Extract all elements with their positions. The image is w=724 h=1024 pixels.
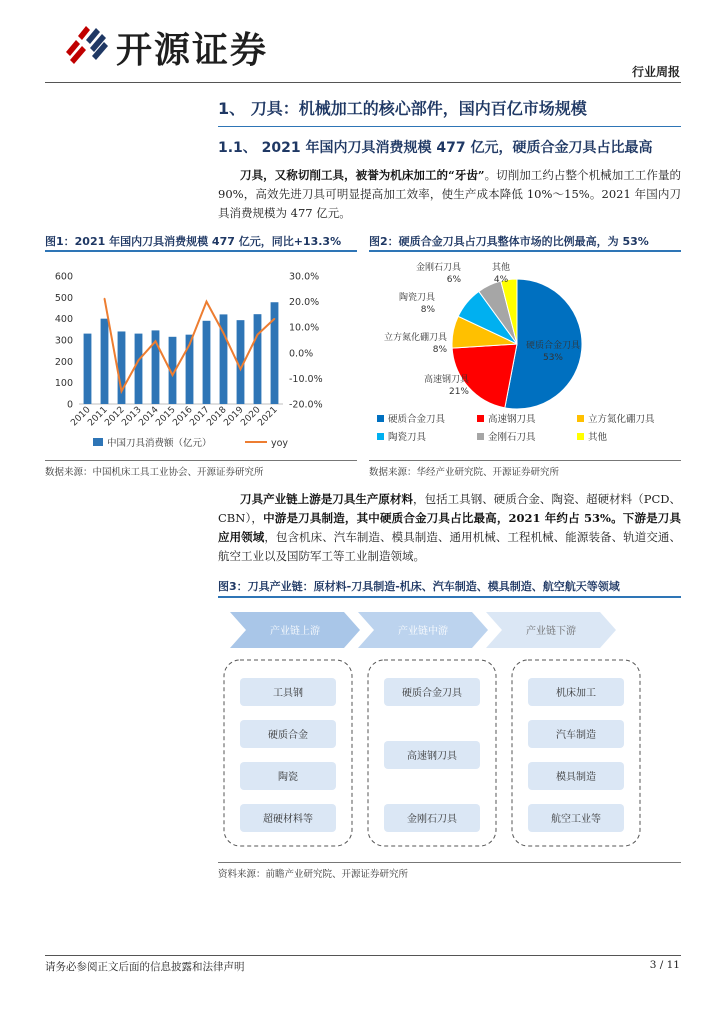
pie-legend-label: 硬质合金刀具 bbox=[388, 414, 446, 425]
pie-slice-value: 8% bbox=[432, 345, 447, 355]
pie-slice-label: 立方氮化硼刀具 bbox=[383, 333, 447, 343]
figure-3-source-rule bbox=[218, 862, 681, 863]
upstream-stage-label: 产业链上游 bbox=[270, 626, 320, 637]
brand-logo-icon bbox=[60, 22, 110, 66]
figure-2-source-rule bbox=[369, 460, 681, 461]
paragraph-1-body: 。切削加工约占整个机械加工工作量的 90%，高效先进刀具可明显提高加工效率，使生产成本降低 10%～15%。2021 年国内刀具消费规模为 477 亿元。 bbox=[218, 168, 682, 220]
left-axis-tick-label: 300 bbox=[54, 335, 73, 347]
chain-item-label: 模具制造 bbox=[556, 772, 596, 783]
consumption-bar-line-chart bbox=[45, 256, 357, 456]
pie-legend-swatch bbox=[577, 433, 584, 440]
pie-slice-label: 硬质合金刀具 bbox=[525, 341, 581, 351]
chain-item-label: 硬质合金 bbox=[268, 730, 308, 741]
x-axis-tick-label: 2010 bbox=[69, 405, 93, 429]
pie-legend-swatch bbox=[477, 433, 484, 440]
industry-chain-diagram bbox=[218, 600, 681, 858]
chain-item-label: 航空工业等 bbox=[551, 814, 601, 825]
figure-1-source-rule bbox=[45, 460, 357, 461]
legend-bar-swatch bbox=[93, 438, 103, 446]
right-axis-tick-label: 0.0% bbox=[289, 348, 314, 360]
pie-slice-label: 高速钢刀具 bbox=[423, 375, 469, 385]
pie-slice-value: 53% bbox=[542, 353, 564, 363]
consumption-bar bbox=[84, 334, 92, 404]
pie-legend-label: 立方氮化硼刀具 bbox=[588, 414, 655, 425]
footer-disclaimer: 请务必参阅正文后面的信息披露和法律声明 bbox=[45, 961, 245, 973]
pie-legend-label: 高速钢刀具 bbox=[488, 414, 536, 425]
pie-legend-swatch bbox=[377, 433, 384, 440]
yoy-point bbox=[274, 318, 276, 320]
consumption-bar bbox=[271, 302, 279, 404]
figure-2-title: 图2：硬质合金刀具占刀具整体市场的比例最高，为 53% bbox=[369, 235, 649, 248]
brand-name: 开源证券 bbox=[116, 30, 269, 71]
downstream-stage-label: 产业链下游 bbox=[526, 626, 576, 637]
yoy-point bbox=[206, 301, 208, 303]
yoy-point bbox=[121, 390, 123, 392]
section-title-underline bbox=[218, 126, 681, 127]
pie-legend-label: 陶瓷刀具 bbox=[388, 432, 427, 443]
pie-legend-swatch bbox=[377, 415, 384, 422]
x-axis-tick-label: 2015 bbox=[154, 405, 178, 429]
right-axis-tick-label: 10.0% bbox=[289, 322, 320, 334]
pie-slice-value: 21% bbox=[448, 387, 469, 397]
x-axis-tick-label: 2019 bbox=[222, 405, 246, 429]
consumption-bar bbox=[254, 314, 262, 404]
right-axis-tick-label: -20.0% bbox=[289, 399, 323, 411]
left-axis-tick-label: 0 bbox=[66, 399, 73, 411]
paragraph-2-body-a: ，包括工具钢、硬质合金、陶瓷、超硬材料（PCD、CBN）， bbox=[218, 492, 682, 525]
x-axis-tick-label: 2013 bbox=[120, 405, 144, 429]
section-title: 1、 刀具：机械加工的核心部件，国内百亿市场规模 bbox=[218, 99, 587, 118]
chain-item-label: 超硬材料等 bbox=[263, 814, 313, 825]
pie-slice-label: 其他 bbox=[491, 263, 511, 273]
figure-1-source: 数据来源：中国机床工具工业协会、开源证券研究所 bbox=[45, 467, 264, 478]
pie-slice-value: 4% bbox=[493, 275, 509, 285]
consumption-bar bbox=[135, 334, 143, 404]
yoy-point bbox=[172, 374, 174, 376]
left-axis-tick-label: 600 bbox=[54, 271, 73, 283]
right-axis-tick-label: 30.0% bbox=[289, 271, 320, 283]
report-type: 行业周报 bbox=[631, 65, 680, 79]
yoy-point bbox=[155, 340, 157, 342]
paragraph-2-emphasis: 中游是刀具制造，其中硬质合金刀具占比最高，2021 年约占 53%。下游是刀具应用领域 bbox=[218, 511, 681, 544]
legend-line-label: yoy bbox=[271, 438, 289, 449]
yoy-point bbox=[189, 344, 191, 346]
pie-slice-value: 6% bbox=[446, 275, 461, 285]
pie-slice-label: 金刚石刀具 bbox=[415, 263, 461, 273]
paragraph-1 bbox=[218, 166, 681, 223]
paragraph-1-lead: 刀具，又称切削工具，被誉为机床加工的“牙齿” bbox=[240, 168, 485, 182]
x-axis-tick-label: 2014 bbox=[137, 405, 161, 429]
midstream-stage-label: 产业链中游 bbox=[398, 626, 448, 637]
paragraph-2 bbox=[218, 490, 681, 566]
yoy-point bbox=[223, 332, 225, 334]
x-axis-tick-label: 2016 bbox=[171, 405, 195, 429]
chain-item-label: 陶瓷 bbox=[278, 772, 298, 783]
pie-slice-value: 8% bbox=[420, 305, 435, 315]
market-share-pie-chart bbox=[369, 256, 681, 456]
pie-legend-label: 其他 bbox=[588, 432, 608, 443]
paragraph-2-lead: 刀具产业链上游是刀具生产原材料 bbox=[240, 492, 414, 506]
figure-3-source: 资料来源：前瞻产业研究院、开源证券研究所 bbox=[218, 869, 409, 880]
pie-legend-label: 金刚石刀具 bbox=[488, 432, 536, 443]
chain-item-label: 机床加工 bbox=[556, 688, 596, 699]
paragraph-2-body-b: ，包含机床、汽车制造、模具制造、通用机械、工程机械、能源装备、轨道交通、航空工业以及国防军工等工业制造领域。 bbox=[218, 530, 682, 563]
x-axis-tick-label: 2012 bbox=[103, 405, 127, 429]
x-axis-tick-label: 2017 bbox=[188, 405, 212, 429]
chain-item-label: 工具钢 bbox=[273, 688, 303, 699]
pie-legend-swatch bbox=[477, 415, 484, 422]
pie-legend-swatch bbox=[577, 415, 584, 422]
right-axis-tick-label: -10.0% bbox=[289, 373, 323, 385]
x-axis-tick-label: 2018 bbox=[205, 405, 229, 429]
page-number: 3 / 11 bbox=[649, 959, 680, 971]
subsection-title: 1.1、 2021 年国内刀具消费规模 477 亿元，硬质合金刀具占比最高 bbox=[218, 140, 653, 156]
pie-slice-label: 陶瓷刀具 bbox=[398, 293, 435, 303]
left-axis-tick-label: 400 bbox=[54, 314, 73, 326]
figure-3-title-rule bbox=[218, 596, 681, 598]
chain-item-label: 金刚石刀具 bbox=[407, 814, 457, 825]
chain-item-label: 汽车制造 bbox=[556, 730, 596, 741]
left-axis-tick-label: 100 bbox=[54, 378, 73, 390]
yoy-point bbox=[104, 298, 106, 300]
figure-2-title-rule bbox=[369, 250, 681, 252]
right-axis-tick-label: 20.0% bbox=[289, 297, 320, 309]
legend-bar-label: 中国刀具消费额（亿元） bbox=[107, 438, 212, 449]
x-axis-tick-label: 2021 bbox=[256, 405, 280, 429]
figure-3-title: 图3：刀具产业链：原材料-刀具制造-机床、汽车制造、模具制造、航空航天等领域 bbox=[218, 580, 620, 593]
figure-2-source: 数据来源：华经产业研究院、开源证券研究所 bbox=[369, 467, 560, 478]
x-axis-tick-label: 2020 bbox=[239, 405, 263, 429]
left-axis-tick-label: 200 bbox=[54, 356, 73, 368]
x-axis-tick-label: 2011 bbox=[86, 405, 110, 429]
figure-1-title-rule bbox=[45, 250, 357, 252]
header-divider bbox=[45, 82, 681, 83]
left-axis-tick-label: 500 bbox=[54, 292, 73, 304]
footer-divider bbox=[45, 955, 681, 956]
yoy-point bbox=[240, 368, 242, 370]
yoy-point bbox=[138, 359, 140, 361]
chain-stage-arrows bbox=[230, 612, 616, 648]
chain-item-label: 高速钢刀具 bbox=[407, 751, 457, 762]
consumption-bar bbox=[203, 321, 211, 404]
chain-item-label: 硬质合金刀具 bbox=[402, 688, 462, 699]
yoy-point bbox=[257, 334, 259, 336]
figure-1-title: 图1：2021 年国内刀具消费规模 477 亿元，同比+13.3% bbox=[45, 235, 342, 248]
consumption-bar bbox=[101, 319, 109, 404]
